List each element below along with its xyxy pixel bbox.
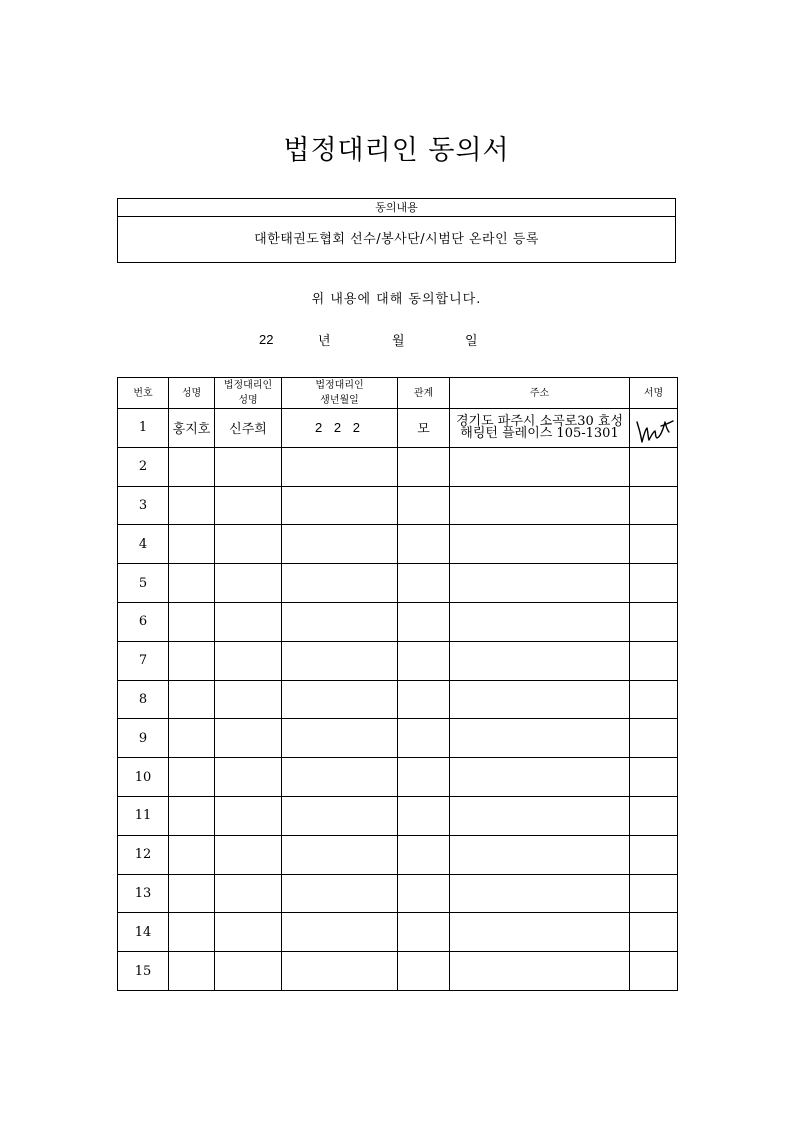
row-guardian-birth[interactable]: 2 2 2 xyxy=(282,409,398,448)
row-name[interactable] xyxy=(169,758,215,797)
table-row xyxy=(118,874,678,913)
row-address[interactable] xyxy=(450,952,630,991)
row-address[interactable] xyxy=(450,447,630,486)
table-row xyxy=(118,447,678,486)
row-no: 1 xyxy=(118,409,169,448)
document-title: 법정대리인 동의서 xyxy=(283,135,510,166)
row-no: 7 xyxy=(118,641,169,680)
consent-header: 동의내용 xyxy=(118,199,675,217)
table-row xyxy=(118,835,678,874)
row-signature[interactable] xyxy=(630,680,678,719)
header-name: 성명 xyxy=(169,378,215,409)
row-guardian-name[interactable] xyxy=(215,602,282,641)
row-address[interactable] xyxy=(450,486,630,525)
row-guardian-name[interactable] xyxy=(215,564,282,603)
row-name[interactable]: 홍지호 xyxy=(169,409,215,448)
header-guardian-name xyxy=(215,378,282,409)
table-row xyxy=(118,758,678,797)
table-row xyxy=(118,525,678,564)
row-guardian-birth[interactable] xyxy=(282,719,398,758)
row-address[interactable] xyxy=(450,525,630,564)
row-relation[interactable] xyxy=(398,758,450,797)
row-name[interactable] xyxy=(169,525,215,564)
row-guardian-birth[interactable] xyxy=(282,641,398,680)
row-guardian-name[interactable] xyxy=(215,796,282,835)
row-signature[interactable] xyxy=(630,486,678,525)
row-guardian-name[interactable] xyxy=(215,525,282,564)
row-signature[interactable] xyxy=(630,602,678,641)
row-signature[interactable] xyxy=(630,447,678,486)
row-guardian-name[interactable] xyxy=(215,952,282,991)
table-row xyxy=(118,913,678,952)
row-relation[interactable] xyxy=(398,564,450,603)
row-no: 3 xyxy=(118,486,169,525)
table-row xyxy=(118,564,678,603)
row-guardian-birth[interactable] xyxy=(282,796,398,835)
row-relation[interactable] xyxy=(398,602,450,641)
row-no: 6 xyxy=(118,602,169,641)
row-guardian-name[interactable] xyxy=(215,641,282,680)
row-relation[interactable] xyxy=(398,913,450,952)
date-year-unit: 년 xyxy=(318,334,331,349)
row-signature[interactable] xyxy=(630,874,678,913)
row-guardian-name[interactable] xyxy=(215,486,282,525)
row-signature[interactable] xyxy=(630,641,678,680)
row-address[interactable]: 경기도 파주시 소곡로30 효성해링턴 플레이스 105-1301 xyxy=(450,409,630,448)
row-name[interactable] xyxy=(169,564,215,603)
row-guardian-name[interactable] xyxy=(215,874,282,913)
header-signature: 서명 xyxy=(630,378,678,409)
row-no: 8 xyxy=(118,680,169,719)
row-guardian-name[interactable] xyxy=(215,758,282,797)
row-address[interactable] xyxy=(450,796,630,835)
row-guardian-birth[interactable] xyxy=(282,835,398,874)
row-signature[interactable] xyxy=(630,719,678,758)
row-guardian-name[interactable]: 신주희 xyxy=(215,409,282,448)
table-row xyxy=(118,952,678,991)
row-relation[interactable] xyxy=(398,835,450,874)
handwritten-signature-icon xyxy=(633,410,675,446)
row-no: 4 xyxy=(118,525,169,564)
row-name[interactable] xyxy=(169,486,215,525)
header-relation: 관계 xyxy=(398,378,450,409)
row-relation[interactable] xyxy=(398,719,450,758)
row-address[interactable] xyxy=(450,913,630,952)
table-row xyxy=(118,486,678,525)
row-relation[interactable] xyxy=(398,952,450,991)
row-relation[interactable] xyxy=(398,525,450,564)
row-address[interactable] xyxy=(450,641,630,680)
row-relation[interactable] xyxy=(398,874,450,913)
row-address[interactable] xyxy=(450,564,630,603)
row-no: 9 xyxy=(118,719,169,758)
row-signature[interactable] xyxy=(630,835,678,874)
consent-body: 대한태권도협회 선수/봉사단/시범단 온라인 등록 xyxy=(254,232,539,247)
row-name[interactable] xyxy=(169,952,215,991)
row-no: 2 xyxy=(118,447,169,486)
header-address: 주소 xyxy=(450,378,630,409)
row-address[interactable] xyxy=(450,758,630,797)
row-signature[interactable] xyxy=(630,758,678,797)
row-signature[interactable] xyxy=(630,564,678,603)
row-name[interactable] xyxy=(169,641,215,680)
row-guardian-birth[interactable] xyxy=(282,564,398,603)
row-no: 15 xyxy=(118,952,169,991)
row-guardian-name[interactable] xyxy=(215,913,282,952)
header-guardian-name-line2: 성명 xyxy=(238,395,258,406)
row-no: 13 xyxy=(118,874,169,913)
row-name[interactable] xyxy=(169,602,215,641)
row-guardian-birth[interactable] xyxy=(282,952,398,991)
row-name[interactable] xyxy=(169,719,215,758)
row-guardian-birth[interactable] xyxy=(282,447,398,486)
row-name[interactable] xyxy=(169,680,215,719)
row-address[interactable] xyxy=(450,719,630,758)
date-year-value[interactable]: 22 xyxy=(259,332,274,347)
table-row xyxy=(118,641,678,680)
table-row xyxy=(118,719,678,758)
row-guardian-birth[interactable] xyxy=(282,874,398,913)
row-address[interactable] xyxy=(450,835,630,874)
row-name[interactable] xyxy=(169,796,215,835)
row-no: 14 xyxy=(118,913,169,952)
consent-box xyxy=(117,198,676,263)
row-signature[interactable] xyxy=(630,525,678,564)
row-relation[interactable]: 모 xyxy=(398,409,450,448)
row-guardian-birth[interactable] xyxy=(282,602,398,641)
row-no: 10 xyxy=(118,758,169,797)
row-relation[interactable] xyxy=(398,447,450,486)
row-guardian-birth[interactable] xyxy=(282,913,398,952)
row-signature[interactable] xyxy=(630,409,678,448)
row-guardian-birth[interactable] xyxy=(282,680,398,719)
agreement-statement: 위 내용에 대해 동의합니다. xyxy=(311,292,482,307)
row-no: 12 xyxy=(118,835,169,874)
table-row xyxy=(118,602,678,641)
header-guardian-name-line1: 법정대리인 xyxy=(223,380,273,391)
header-guardian-birth xyxy=(282,378,398,409)
row-relation[interactable] xyxy=(398,486,450,525)
row-no: 5 xyxy=(118,564,169,603)
row-name[interactable] xyxy=(169,913,215,952)
row-relation[interactable] xyxy=(398,641,450,680)
table-row xyxy=(118,796,678,835)
table-header-row xyxy=(118,378,678,409)
row-name[interactable] xyxy=(169,447,215,486)
row-guardian-name[interactable] xyxy=(215,835,282,874)
row-name[interactable] xyxy=(169,835,215,874)
row-guardian-name[interactable] xyxy=(215,719,282,758)
row-guardian-name[interactable] xyxy=(215,447,282,486)
row-address[interactable] xyxy=(450,874,630,913)
row-no: 11 xyxy=(118,796,169,835)
guardian-roster-table xyxy=(117,377,678,991)
header-no: 번호 xyxy=(118,378,169,409)
row-signature[interactable] xyxy=(630,796,678,835)
header-guardian-birth-line1: 법정대리인 xyxy=(315,380,364,391)
date-day-unit: 일 xyxy=(465,334,478,349)
row-address[interactable] xyxy=(450,680,630,719)
row-guardian-name[interactable] xyxy=(215,680,282,719)
date-month-unit: 월 xyxy=(392,334,405,349)
row-relation[interactable] xyxy=(398,796,450,835)
row-signature[interactable] xyxy=(630,913,678,952)
row-address[interactable] xyxy=(450,602,630,641)
table-row xyxy=(118,680,678,719)
row-name[interactable] xyxy=(169,874,215,913)
row-guardian-birth[interactable] xyxy=(282,525,398,564)
row-relation[interactable] xyxy=(398,680,450,719)
table-row xyxy=(118,409,678,448)
header-guardian-birth-line2: 생년월일 xyxy=(320,395,359,406)
row-guardian-birth[interactable] xyxy=(282,486,398,525)
row-signature[interactable] xyxy=(630,952,678,991)
row-guardian-birth[interactable] xyxy=(282,758,398,797)
